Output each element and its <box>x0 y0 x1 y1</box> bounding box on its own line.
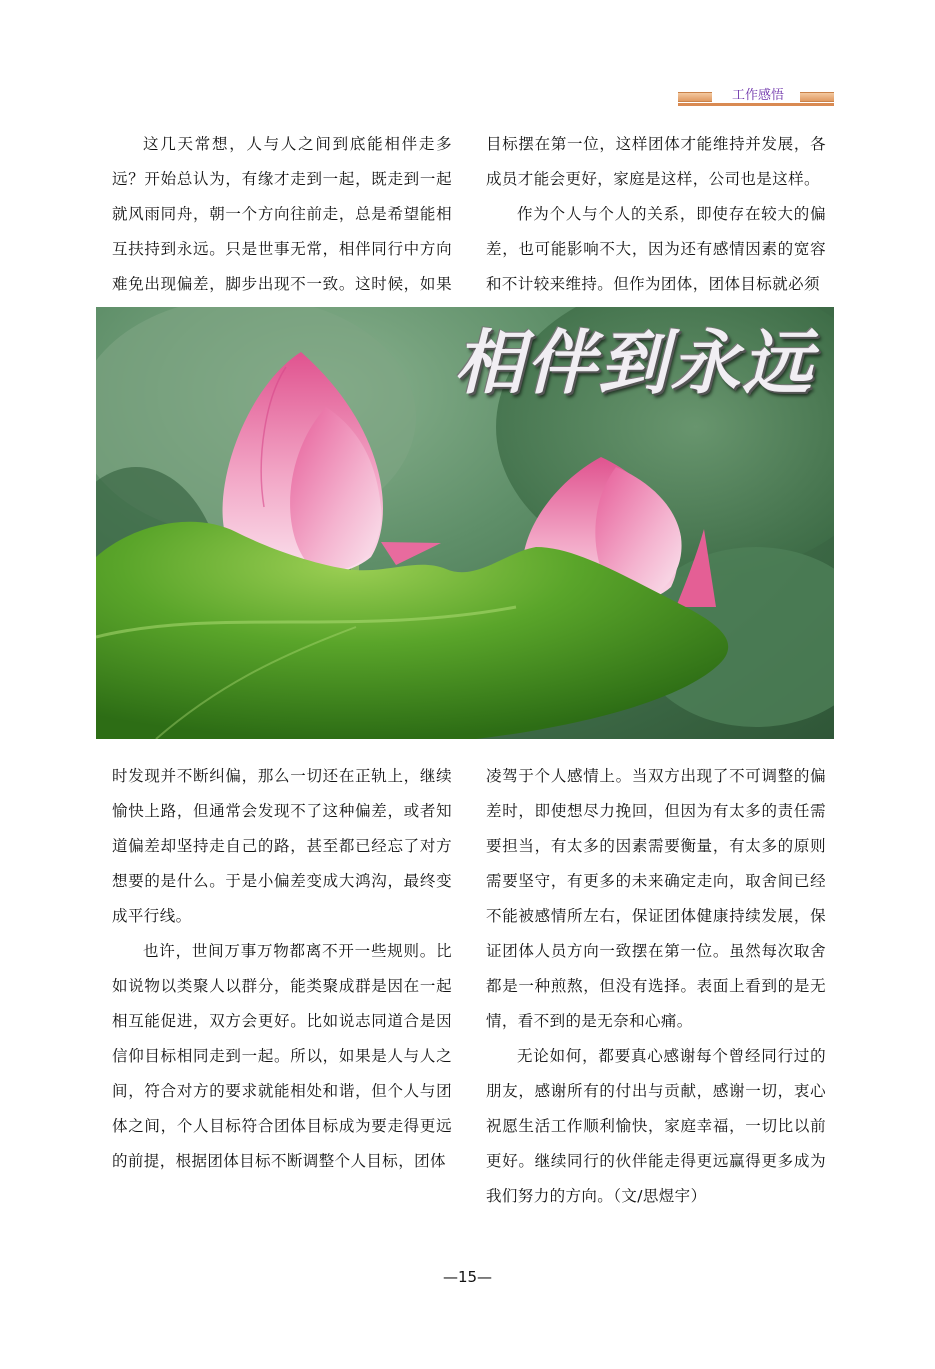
paragraph: 作为个人与个人的关系，即使存在较大的偏差，也可能影响不大，因为还有感情因素的宽容和不计较来维持。但作为团体，团体目标就必须 <box>486 205 826 293</box>
paragraph: 无论如何，都要真心感谢每个曾经同行过的朋友，感谢所有的付出与贡献，感谢一切，衷心祝愿生活工作顺利愉快，家庭幸福，一切比以前更好。继续同行的伙伴能走得更远赢得更多成为我们努力的方向。（文/思煜宇） <box>486 1047 826 1205</box>
paragraph: 目标摆在第一位，这样团体才能维持并发展，各成员才能会更好，家庭是这样，公司也是这样。 <box>486 135 826 188</box>
paragraph: 凌驾于个人感情上。当双方出现了不可调整的偏差时，即使想尽力挽回，但因为有太多的责任需要担当，有太多的因素需要衡量，有太多的原则需要坚守，有更多的未来确定走向，取舍间已经不能被感情所左右，保证团体健康持续发展，保证团体人员方向一致摆在第一位。虽然每次取舍都是一种煎熬，但没有选择。表面上看到的是无情，看不到的是无奈和心痛。 <box>486 767 826 1030</box>
top-right-column <box>486 127 826 302</box>
photo-title-art: 相伴到永远 <box>454 321 814 404</box>
paragraph: 这几天常想，人与人之间到底能相伴走多远？开始总认为，有缘才走到一起，既走到一起就风雨同舟，朝一个方向往前走，总是希望能相互扶持到永远。只是世事无常，相伴同行中方向难免出现偏差，脚步出现不一致。这时候，如果 <box>112 135 452 293</box>
top-left-column <box>112 127 452 337</box>
lotus-photo <box>96 307 834 739</box>
page-number: —15— <box>442 1268 493 1286</box>
header-bar-right <box>800 92 834 102</box>
bottom-left-column <box>112 759 452 1179</box>
header-bar-left <box>678 92 712 102</box>
section-header <box>678 86 834 104</box>
section-label: 工作感悟 <box>731 88 784 103</box>
bottom-right-column <box>486 759 826 1214</box>
header-underline <box>678 103 834 106</box>
paragraph: 也许，世间万事万物都离不开一些规则。比如说物以类聚人以群分，能类聚成群是因在一起相互能促进，双方会更好。比如说志同道合是因信仰目标相同走到一起。所以，如果是人与人之间，符合对方的要求就能相处和谐，但个人与团体之间，个人目标符合团体目标成为要走得更远的前提，根据团体目标不断调整个人目标，团体 <box>112 942 452 1170</box>
paragraph: 时发现并不断纠偏，那么一切还在正轨上，继续愉快上路，但通常会发现不了这种偏差，或者知道偏差却坚持走自己的路，甚至都已经忘了对方想要的是什么。于是小偏差变成大鸿沟，最终变成平行线。 <box>112 767 452 925</box>
